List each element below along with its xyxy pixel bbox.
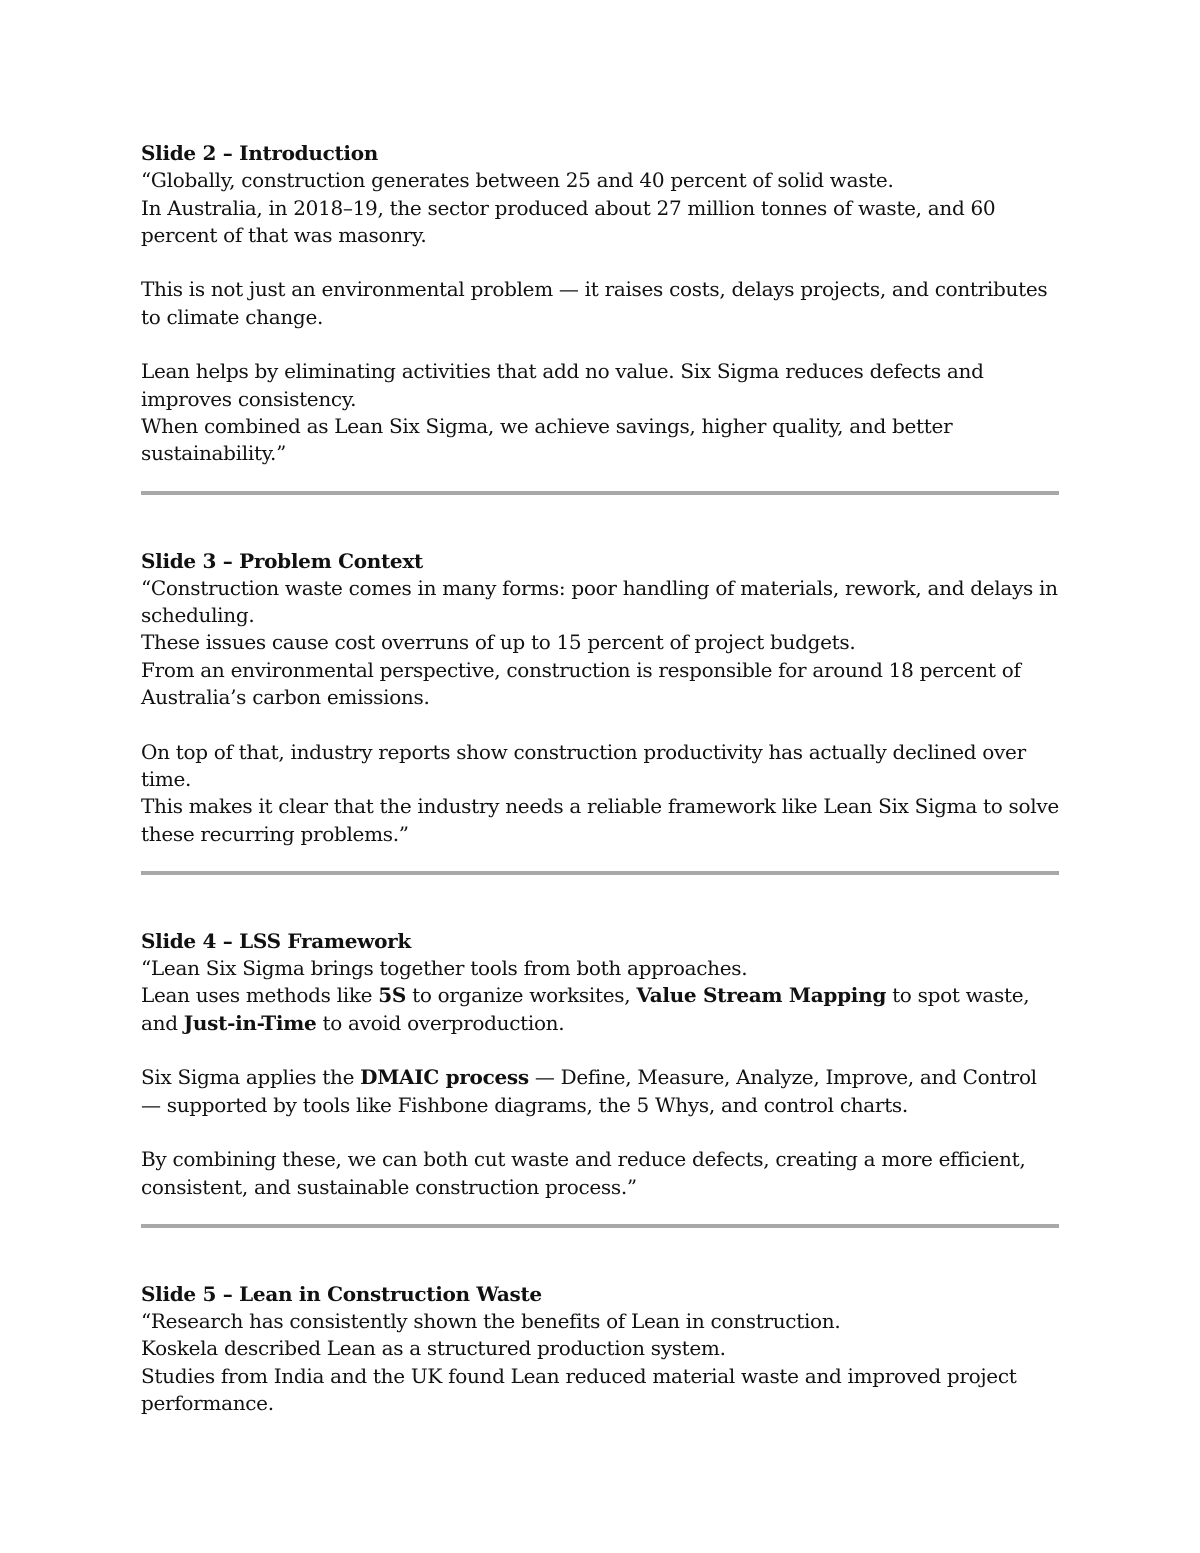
slide-3-section xyxy=(141,548,1061,848)
bold-term: Just-in-Time xyxy=(183,1010,317,1035)
slide-2-text: When combined as Lean Six Sigma, we achieve savings, higher quality, and better sustainability.” xyxy=(141,413,953,466)
slide-5-section xyxy=(141,1281,1061,1417)
slide-2-section xyxy=(141,140,1061,468)
bold-term: DMAIC process xyxy=(360,1065,529,1090)
slide-2-text: This is not just an environmental problem — it raises costs, delays projects, and contributes to climate change. xyxy=(141,277,1048,329)
slide-3-text: This makes it clear that the industry needs a reliable framework like Lean Six Sigma to solve these recurring problems.” xyxy=(141,794,1059,846)
slide-2-text: Lean helps by eliminating activities that add no value. Six Sigma reduces defects and improves consistency. xyxy=(141,359,984,411)
slide-4-text: Lean uses methods like 5S to organize worksites, Value Stream Mapping to spot waste, and Just-in-Time to avoid overproduction. xyxy=(141,983,1030,1035)
slide-4-text: By combining these, we can both cut waste and reduce defects, creating a more efficient, consistent, and sustainable construction process.” xyxy=(141,1147,1026,1199)
slide-3-title: Slide 3 – Problem Context xyxy=(141,548,423,573)
horizontal-divider xyxy=(141,491,1059,495)
slide-2-text: “Globally, construction generates between 25 and 40 percent of solid waste. xyxy=(141,168,894,193)
slide-3-text: From an environmental perspective, construction is responsible for around 18 percent of Australia’s carbon emissions. xyxy=(141,657,1021,710)
slide-3-text: These issues cause cost overruns of up to 15 percent of project budgets. xyxy=(141,630,856,655)
slide-4-text: Six Sigma applies the DMAIC process — Define, Measure, Analyze, Improve, and Control — supported by tools like Fishbone diagrams, the 5 Whys, and control charts. xyxy=(141,1065,1037,1117)
horizontal-divider xyxy=(141,871,1059,875)
bold-term: Value Stream Mapping xyxy=(636,983,887,1008)
slide-3-text: “Construction waste comes in many forms: poor handling of materials, rework, and delays in scheduling. xyxy=(141,575,1058,628)
slide-5-text: Koskela described Lean as a structured production system. xyxy=(141,1336,726,1361)
slide-5-text: “Research has consistently shown the benefits of Lean in construction. xyxy=(141,1309,841,1334)
horizontal-divider xyxy=(141,1224,1059,1228)
slide-3-text: On top of that, industry reports show construction productivity has actually declined over time. xyxy=(141,739,1026,791)
slide-2-title: Slide 2 – Introduction xyxy=(141,141,378,165)
slide-5-text: Studies from India and the UK found Lean reduced material waste and improved project performance. xyxy=(141,1363,1017,1415)
document-page xyxy=(141,140,1061,1417)
slide-4-section xyxy=(141,928,1061,1201)
slide-4-text: “Lean Six Sigma brings together tools from both approaches. xyxy=(141,956,748,981)
slide-4-title: Slide 4 – LSS Framework xyxy=(141,928,411,953)
bold-term: 5S xyxy=(378,983,407,1008)
slide-5-title: Slide 5 – Lean in Construction Waste xyxy=(141,1281,542,1306)
slide-2-text: In Australia, in 2018–19, the sector produced about 27 million tonnes of waste, and 60 percent of that was masonry. xyxy=(141,195,996,247)
